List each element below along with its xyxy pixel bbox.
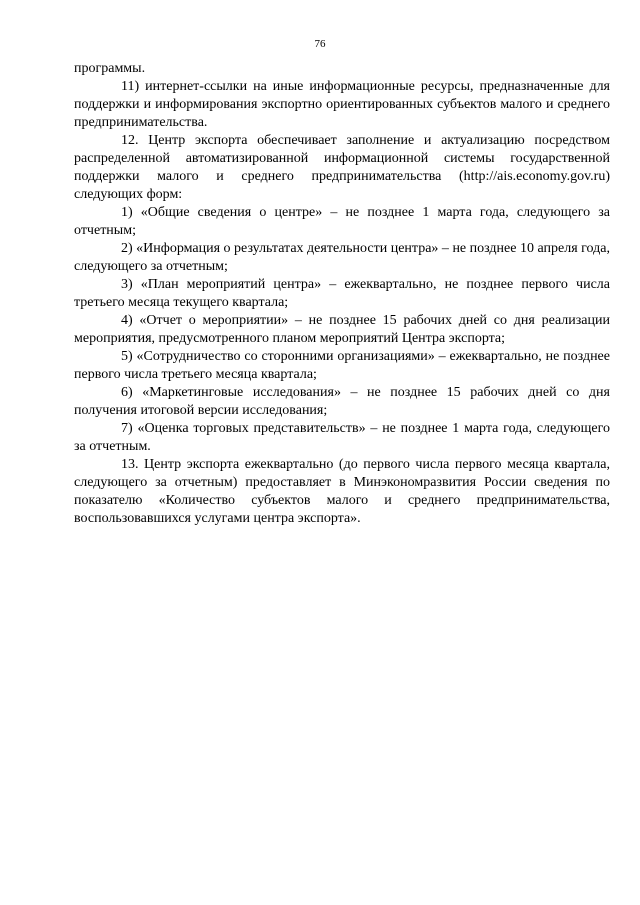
list-item-2: 2) «Информация о результатах деятельности центра» – не позднее 10 апреля года, следующего за отчетным;	[74, 241, 610, 274]
document-body	[74, 60, 610, 528]
list-item-6: 6) «Маркетинговые исследования» – не позднее 15 рабочих дней со дня получения итоговой версии исследования;	[74, 385, 610, 418]
paragraph-clause-13: 13. Центр экспорта ежеквартально (до первого числа первого месяца квартала, следующего за отчетным) предоставляет в Минэкономразвития России сведения по показателю «Количество субъектов малого и среднего предпринимательства, воспользовавшихся услугами центра экспорта».	[74, 457, 610, 526]
paragraph-item-11: 11) интернет-ссылки на иные информационные ресурсы, предназначенные для поддержки и информирования экспортно ориентированных субъектов малого и среднего предпринимательства.	[74, 79, 610, 130]
list-item-4: 4) «Отчет о мероприятии» – не позднее 15 рабочих дней со дня реализации мероприятия, предусмотренного планом мероприятий Центра экспорта;	[74, 313, 610, 346]
paragraph-clause-12: 12. Центр экспорта обеспечивает заполнение и актуализацию посредством распределенной автоматизированной информационной системы государственной поддержки малого и среднего предпринимательства (http://ais.economy.gov.ru) следующих форм:	[74, 133, 610, 202]
list-item-1: 1) «Общие сведения о центре» – не позднее 1 марта года, следующего за отчетным;	[74, 205, 610, 238]
list-item-3: 3) «План мероприятий центра» – ежеквартально, не позднее первого числа третьего месяца текущего квартала;	[74, 277, 610, 310]
list-item-5: 5) «Сотрудничество со сторонними организациями» – ежеквартально, не позднее первого числа третьего месяца квартала;	[74, 349, 610, 382]
page-number: 76	[314, 38, 326, 50]
list-item-7: 7) «Оценка торговых представительств» – не позднее 1 марта года, следующего за отчетным.	[74, 421, 610, 454]
paragraph-continuation: программы.	[74, 61, 146, 76]
